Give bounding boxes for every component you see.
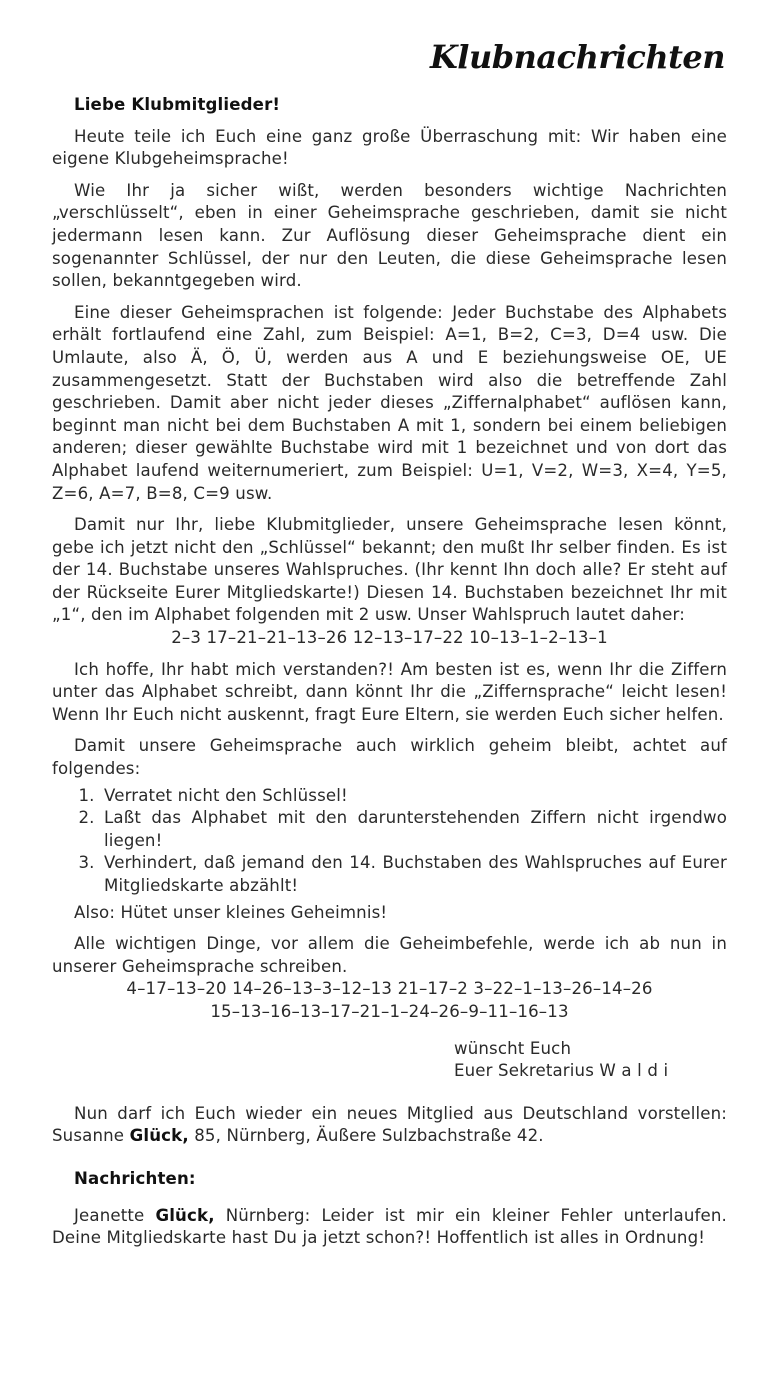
code-motto: 2–3 17–21–21–13–26 12–13–17–22 10–13–1–2–13–1 (171, 628, 608, 648)
rule-item: 2. Laßt das Alphabet mit den darunterstehenden Ziffern nicht irgendwo liegen! (100, 807, 727, 852)
code-message-line1: 4–17–13–20 14–26–13–3–12–13 21–17–2 3–22–1–13–26–14–26 (126, 979, 653, 999)
paragraph: Ich hoffe, Ihr habt mich verstanden?! Am besten ist es, wenn Ihr die Ziffern unter das Alphabet schreibt, dann könnt Ihr die „Ziffernsprache“ leicht lesen! Wenn Ihr Euch nicht auskennt, fragt Eure Eltern, sie werden Euch sicher helfen. (52, 659, 727, 724)
greeting: Liebe Klubmitglieder! (74, 95, 281, 114)
news-heading: Nachrichten: (74, 1168, 196, 1188)
paragraph: Alle wichtigen Dinge, vor allem die Geheimbefehle, werde ich ab nun in unserer Geheimsprache schreiben. (52, 934, 727, 976)
paragraph: Damit nur Ihr, liebe Klubmitglieder, unsere Geheimsprache lesen könnt, gebe ich jetzt nicht den „Schlüssel“ bekannt; den mußt Ihr selber finden. Es ist der 14. Buchstabe unseres Wahlspruches. (Ihr kennt Ihn doch alle? Er steht auf der Rückseite Eurer Mitgliedskarte!) Diesen 14. Buchstaben bezeichnet Ihr mit „1“, den im Alphabet folgenden mit 2 usw. Unser Wahlspruch lautet daher: (52, 515, 727, 625)
news-paragraph: Jeanette Glück, Nürnberg: Leider ist mir ein kleiner Fehler unterlaufen. Deine Mitgliedskarte hast Du ja jetzt schon?! Hoffentlich ist alles in Ordnung! (52, 1205, 727, 1248)
article (52, 94, 727, 1259)
paragraph: Wie Ihr ja sicher wißt, werden besonders wichtige Nachrichten „verschlüsselt“, eben in einer Geheimsprache geschrieben, damit sie nicht jedermann lesen kann. Zur Auflösung dieser Geheimsprache dient ein sogenannter Schlüssel, der nur den Leuten, die diese Geheimsprache lesen sollen, bekanntgegeben wird. (52, 180, 727, 291)
page-title: Klubnachrichten (429, 38, 725, 76)
paragraph: Also: Hütet unser kleines Geheimnis! (74, 902, 388, 922)
paragraph: Damit unsere Geheimsprache auch wirklich geheim bleibt, achtet auf folgendes: (52, 736, 727, 779)
signature-line2: Euer Sekretarius W a l d i (454, 1061, 669, 1081)
paragraph: Heute teile ich Euch eine ganz große Überraschung mit: Wir haben eine eigene Klubgeheimsprache! (52, 126, 727, 169)
news-name: Glück, (155, 1205, 215, 1225)
member-name: Glück, (129, 1126, 189, 1146)
rules-list (52, 785, 727, 898)
signature-line1: wünscht Euch (454, 1038, 572, 1058)
rule-item: 1. Verratet nicht den Schlüssel! (100, 785, 727, 808)
rule-item: 3. Verhindert, daß jemand den 14. Buchstaben des Wahlspruches auf Eurer Mitgliedskarte abzählt! (100, 852, 727, 897)
paragraph: Eine dieser Geheimsprachen ist folgende: Jeder Buchstabe des Alphabets erhält fortlaufend eine Zahl, zum Beispiel: A=1, B=2, C=3, D=4 usw. Die Umlaute, also Ä, Ö, Ü, werden aus A und E beziehungsweise OE, UE zusammengesetzt. Statt der Buchstaben wird also die betreffende Zahl geschrieben. Damit aber nicht jeder dieses „Ziffernalphabet“ auflösen kann, beginnt man nicht bei dem Buchstaben A mit 1, sondern bei einem beliebigen anderen; dieser gewählte Buchstabe wird mit 1 bezeichnet und von dort das Alphabet laufend weiternumeriert, zum Beispiel: U=1, V=2, W=3, X=4, Y=5, Z=6, A=7, B=8, C=9 usw. (52, 302, 727, 503)
code-message-line2: 15–13–16–13–17–21–1–24–26–9–11–16–13 (210, 1001, 569, 1021)
new-member-paragraph: Nun darf ich Euch wieder ein neues Mitglied aus Deutschland vorstellen: Susanne Glück, 85, Nürnberg, Äußere Sulzbachstraße 42. (52, 1103, 727, 1146)
